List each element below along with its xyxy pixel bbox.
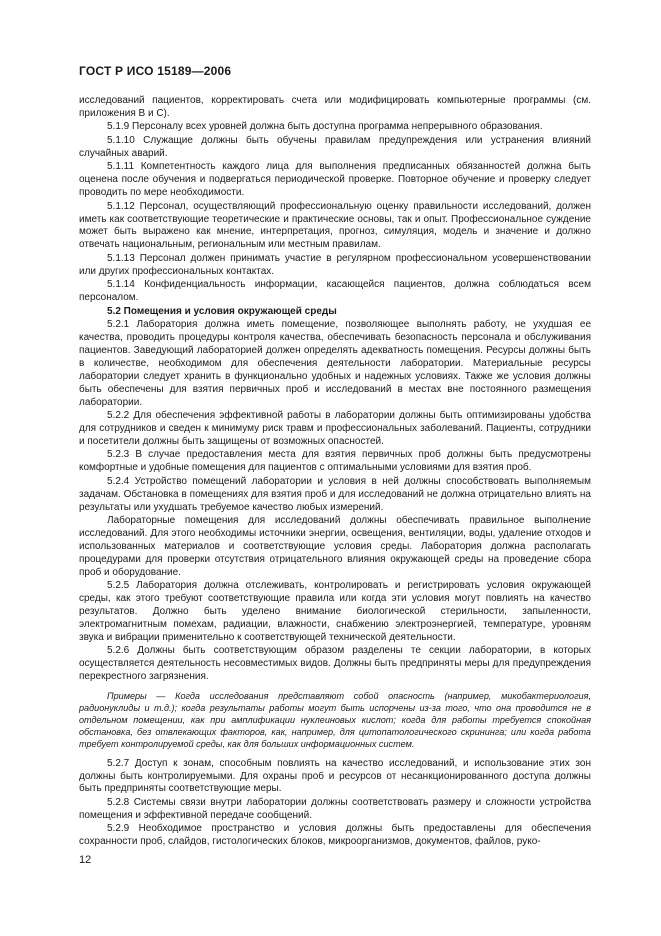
paragraph: 5.2.3 В случае предоставления места для взятия первичных проб должны быть предусмотрены комфортные и удобные помещения для пациентов с оптимальными условиями для взятия проб. [79,449,591,474]
paragraph: 5.1.10 Служащие должны быть обучены правилам предупреждения или устранения влияний случайных аварий. [79,134,591,159]
document-header: ГОСТ Р ИСО 15189—2006 [79,64,232,78]
paragraph: 5.2.9 Необходимое пространство и условия должны быть предоставлены для обеспечения сохранности проб, слайдов, гистологических блоков, микроорганизмов, документов, файлов, руко- [79,823,591,848]
document-body [79,95,591,850]
paragraph: 5.1.14 Конфиденциальность информации, касающейся пациентов, должна соблюдаться всем персоналом. [79,279,591,304]
paragraph: 5.2.8 Системы связи внутри лаборатории должны соответствовать размеру и сложности устройства помещения и эффективной передаче сообщений. [79,796,591,821]
paragraph: 5.1.13 Персонал должен принимать участие в регулярном профессиональном усовершенствовании или других профессиональных контактах. [79,252,591,277]
paragraph: 5.2.7 Доступ к зонам, способным повлиять на качество исследований, и использование этих зон должны быть контролируемыми. Для охраны проб и ресурсов от несанкционированного доступа должны быть предприняты соответствующие меры. [79,757,591,795]
section-heading: 5.2 Помещения и условия окружающей среды [107,305,337,317]
paragraph: 5.2.1 Лаборатория должна иметь помещение, позволяющее выполнять работу, не ухудшая ее качества, проводить процедуры контроля качества, обеспечивать безопасность персонала и обслуживания пациентов. Заведующий лабораторией должен определять адекватность помещения. Ресурсы должны быть в количестве, необходимом для обеспечения деятельности лаборатории. Материальные ресурсы лаборатории следует хранить в функционально удобных и надежных условиях. Также же условия должны быть обеспечены для взятия первичных проб и исследований в местах вне постоянного размещения лаборатории. [79,319,591,408]
paragraph: 5.2.6 Должны быть соответствующим образом разделены те секции лаборатории, в которых осуществляется деятельность несовместимых видов. Должны быть предприняты меры для предупреждения перекрестного загрязнения. [79,645,591,683]
page-number: 12 [79,854,92,866]
paragraph: 5.2.4 Устройство помещений лаборатории и условия в ней должны способствовать выполняемым задачам. Обстановка в помещениях для взятия проб и для исследований не должна отрицательно влиять на результаты или ухудшать требуемое качество любых измерений. [79,475,591,513]
paragraph: 5.1.12 Персонал, осуществляющий профессиональную оценку правильности исследований, должен иметь как соответствующие теоретические и практические основы, так и опыт. Профессиональное суждение может быть выражено как мнение, интерпретация, прогноз, симуляция, модель и значение и должно отвечать национальным, региональным или местным правилам. [79,200,591,251]
paragraph: Лабораторные помещения для исследований должны обеспечивать правильное выполнение исследований. Для этого необходимы источники энергии, освещения, вентиляции, воды, удаление отходов и использованных материалов и соответствующие условия среды. Лаборатория должна располагать процедурами для проверки отсутствия отрицательного влияния окружающей среды на проведение сбора проб и оборудование. [79,515,591,578]
examples-note: Примеры — Когда исследования представляют собой опасность (например, микобактериология, радионуклиды и т.д.); когда результаты работы могут быть испорчены из-за того, что она проводится не в отдельном помещении, как при амплификации нуклеиновых кислот; когда для работы требуется спокойная обстановка, без отвлекающих факторов, как, например, для цитопатологического скрининга; или когда работа требует контролируемой среды, как для больших информационных систем. [79,691,591,749]
paragraph: 5.1.9 Персоналу всех уровней должна быть доступна программа непрерывного образования. [107,121,543,133]
paragraph: исследований пациентов, корректировать счета или модифицировать компьютерные программы (см. приложения B и C). [79,95,591,119]
paragraph: 5.1.11 Компетентность каждого лица для выполнения предписанных обязанностей должна быть оценена после обучения и подвергаться периодической проверке. Повторное обучение и проверку следует проводить по мере необходимости. [79,161,591,199]
paragraph: 5.2.2 Для обеспечения эффективной работы в лаборатории должны быть оптимизированы удобства для сотрудников и сведен к минимуму риск травм и профессиональных заболеваний. Пациенты, сотрудники и посетители должны быть защищены от возможных опасностей. [79,410,591,447]
paragraph: 5.2.5 Лаборатория должна отслеживать, контролировать и регистрировать условия окружающей среды, как этого требуют соответствующие правила или когда эти условия могут повлиять на качество результатов. Должно быть уделено внимание биологической стерильности, запыленности, электромагнитным помехам, радиации, влажности, снабжению электроэнергией, температуре, уровням звука и вибрации применительно к соответствующей технической деятельности. [79,580,591,643]
